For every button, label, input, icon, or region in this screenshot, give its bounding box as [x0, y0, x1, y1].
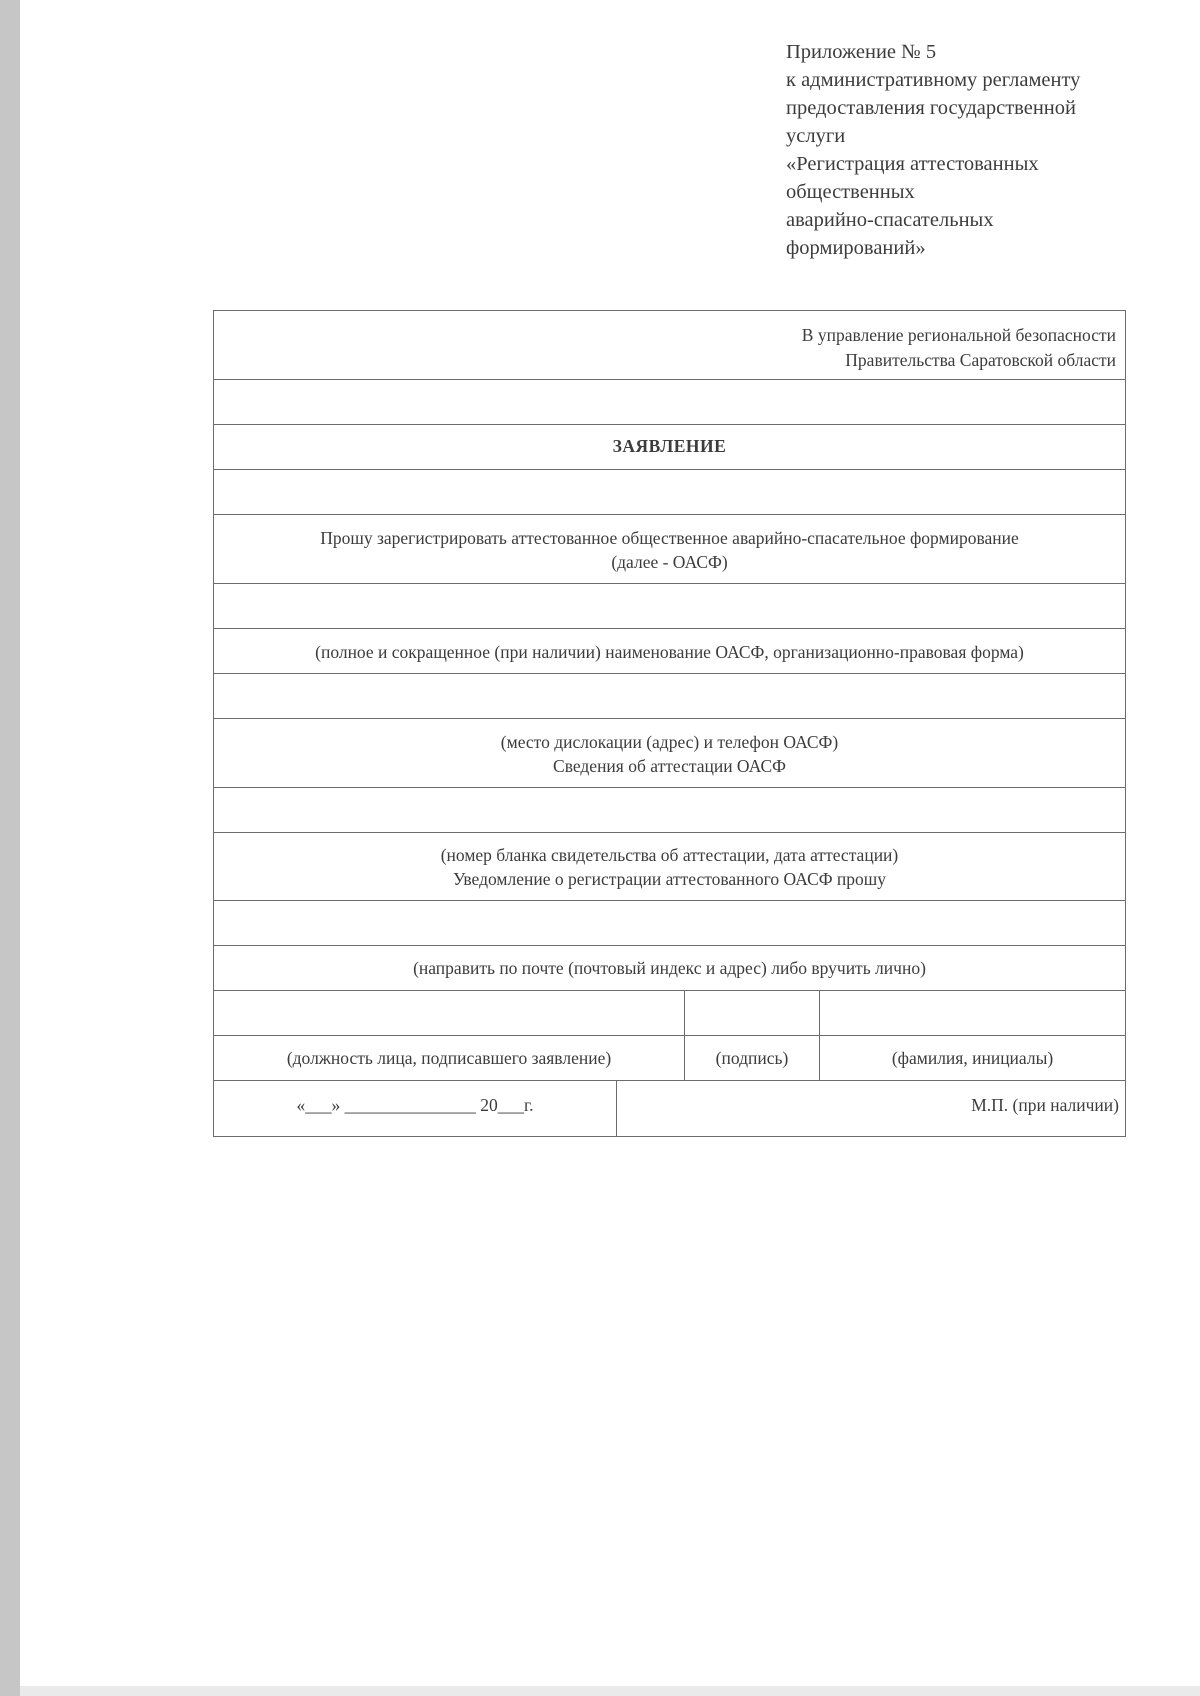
- request-text: (далее - ОАСФ): [611, 552, 728, 572]
- location-hint: (место дислокации (адрес) и телефон ОАСФ): [500, 732, 839, 752]
- attestation-field[interactable]: [214, 789, 1125, 831]
- signature-field[interactable]: [686, 992, 818, 1034]
- form-title: ЗАЯВЛЕНИЕ: [612, 436, 727, 456]
- position-field[interactable]: [214, 992, 683, 1034]
- delivery-hint: (направить по почте (почтовый индекс и адрес) либо вручить лично): [413, 958, 926, 978]
- annex-line: предоставления государственной: [786, 97, 1076, 119]
- name-hint: (полное и сокращенное (при наличии) наименование ОАСФ, организационно-правовая форма): [315, 642, 1024, 662]
- row-divider: [214, 583, 1125, 584]
- signature-hint: (подпись): [715, 1048, 789, 1068]
- annex-line: Приложение № 5: [786, 41, 937, 63]
- annex-line: общественных: [786, 181, 915, 203]
- annex-line: услуги: [786, 125, 846, 147]
- annex-line: к административному регламенту: [786, 69, 1081, 91]
- oasf-name-field[interactable]: [214, 585, 1125, 627]
- stamp-label: М.П. (при наличии): [971, 1095, 1119, 1115]
- row-divider: [214, 628, 1125, 629]
- row-divider: [214, 832, 1125, 833]
- row-divider: [214, 379, 1125, 380]
- row-divider: [214, 424, 1125, 425]
- addressee-line: В управление региональной безопасности: [801, 325, 1116, 345]
- page-edge-bar: [0, 0, 20, 1696]
- certificate-hint: (номер бланка свидетельства об аттестации, дата аттестации): [440, 845, 899, 865]
- date-line[interactable]: «___» _______________ 20___г.: [296, 1095, 534, 1115]
- row-divider: [214, 1080, 1125, 1081]
- annex-header: [786, 38, 1186, 262]
- notification-heading: Уведомление о регистрации аттестованного ОАСФ прошу: [452, 869, 887, 889]
- blank-field[interactable]: [214, 471, 1125, 513]
- blank-field[interactable]: [214, 381, 1125, 423]
- row-divider: [214, 469, 1125, 470]
- row-divider: [214, 990, 1125, 991]
- attestation-heading: Сведения об аттестации ОАСФ: [553, 756, 786, 776]
- fio-field[interactable]: [821, 992, 1125, 1034]
- row-divider: [214, 514, 1125, 515]
- position-hint: (должность лица, подписавшего заявление): [286, 1048, 612, 1068]
- annex-line: аварийно-спасательных: [786, 209, 994, 231]
- column-divider: [616, 1080, 617, 1136]
- row-divider: [214, 1035, 1125, 1036]
- row-divider: [214, 718, 1125, 719]
- annex-line: формирований»: [786, 237, 926, 259]
- row-divider: [214, 787, 1125, 788]
- row-divider: [214, 945, 1125, 946]
- page-bottom-edge: [20, 1686, 1200, 1696]
- application-form: [213, 310, 1126, 1137]
- delivery-field[interactable]: [214, 902, 1125, 944]
- location-field[interactable]: [214, 675, 1125, 717]
- annex-line: «Регистрация аттестованных: [786, 153, 1039, 175]
- row-divider: [214, 900, 1125, 901]
- request-text: Прошу зарегистрировать аттестованное общественное аварийно-спасательное формирование: [320, 528, 1019, 548]
- addressee-line: Правительства Саратовской области: [845, 350, 1116, 370]
- row-divider: [214, 673, 1125, 674]
- fio-hint: (фамилия, инициалы): [891, 1048, 1054, 1068]
